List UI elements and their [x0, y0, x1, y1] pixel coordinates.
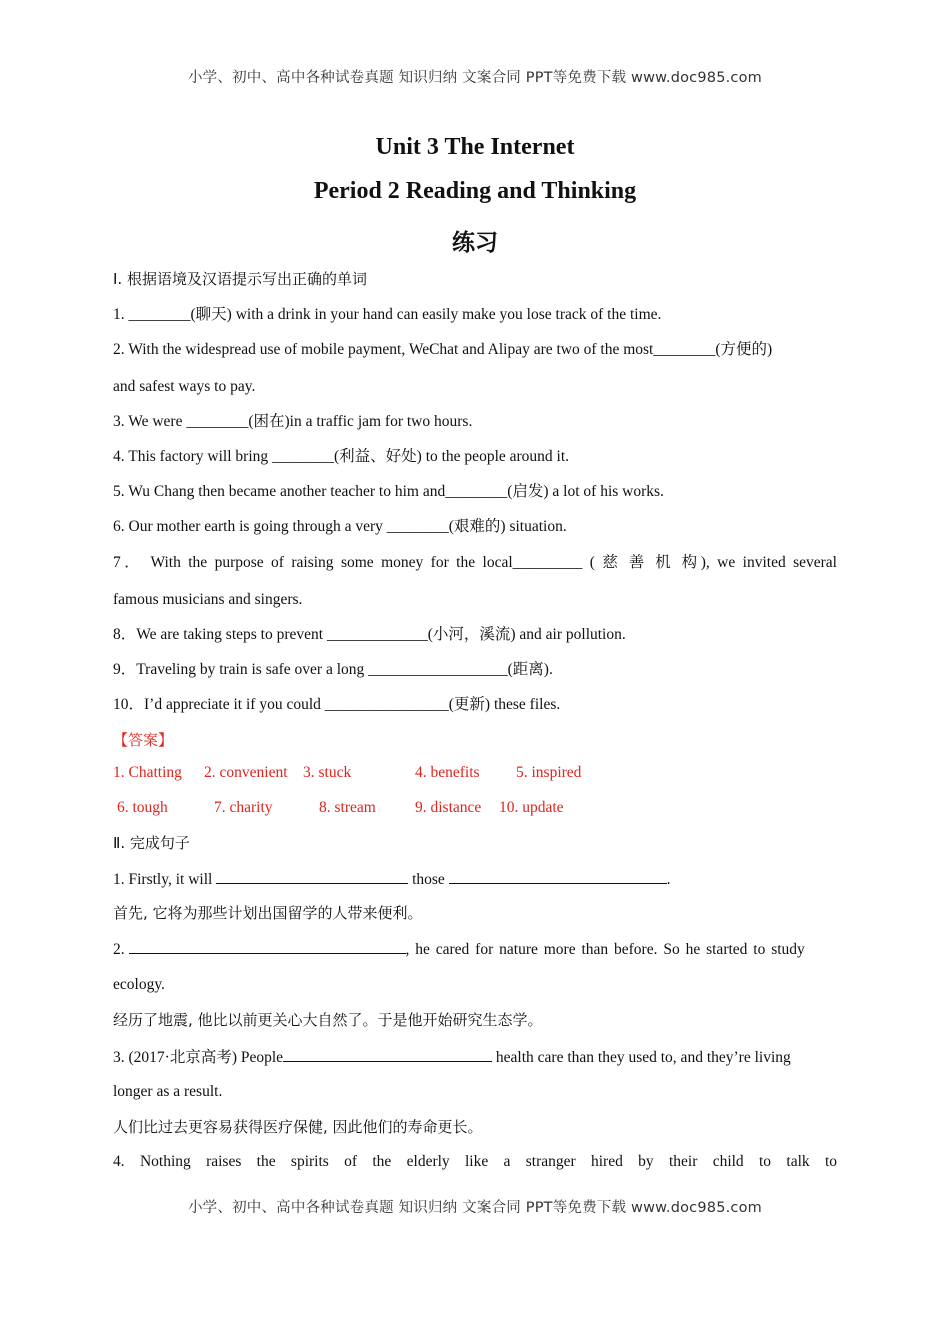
- question-2-line1: 2. With the widespread use of mobile payment, WeChat and Alipay are two of the most________(方便的): [113, 341, 773, 358]
- question-9: 9．Traveling by train is safe over a long __________________(距离).: [113, 661, 553, 678]
- page-header: 小学、初中、高中各种试卷真题 知识归纳 文案合同 PPT等免费下载 www.doc985.com: [187, 70, 763, 86]
- question-1: 1. ________(聊天) with a drink in your hand can easily make you lose track of the time.: [113, 306, 662, 323]
- sentence-1: [113, 868, 837, 890]
- question-7-line1: 7． With the purpose of raising some money for the local_________ ( 慈 善 机 构), we invited several: [113, 554, 837, 571]
- answer-3: 3. stuck: [303, 764, 352, 781]
- sentence-2-blank[interactable]: [129, 938, 406, 954]
- sentence-1-part-b: those: [412, 871, 445, 888]
- answer-10: 10. update: [499, 799, 564, 816]
- question-7-line2: famous musicians and singers.: [113, 591, 303, 608]
- page-footer: 小学、初中、高中各种试卷真题 知识归纳 文案合同 PPT等免费下载 www.doc985.com: [187, 1200, 763, 1216]
- question-8: 8．We are taking steps to prevent _____________(小河，溪流) and air pollution.: [113, 626, 626, 643]
- sentence-2-part-a: 2.: [113, 941, 125, 958]
- sentence-3-part-b: health care than they used to, and they’re living: [495, 1049, 791, 1066]
- question-6: 6. Our mother earth is going through a very ________(艰难的) situation.: [113, 518, 567, 535]
- sentence-4: 4. Nothing raises the spirits of the elderly like a stranger hired by their child to talk to: [113, 1153, 837, 1170]
- question-10: 10．I’d appreciate it if you could ________________(更新) these files.: [113, 696, 561, 713]
- period-title: Period 2 Reading and Thinking: [313, 178, 637, 204]
- sentence-1-part-c: .: [666, 871, 671, 888]
- sentence-1-blank-1[interactable]: [216, 868, 408, 884]
- sentence-3-line2: longer as a result.: [113, 1083, 223, 1100]
- answer-5: 5. inspired: [516, 764, 582, 781]
- answer-1: 1. Chatting: [113, 764, 182, 781]
- exercise-title: 练习: [452, 230, 498, 256]
- sentence-2-translation: 经历了地震, 他比以前更关心大自然了。于是他开始研究生态学。: [113, 1011, 543, 1029]
- sentence-3-part-a: 3. (2017·北京高考) People: [113, 1049, 284, 1066]
- answer-9: 9. distance: [415, 799, 482, 816]
- unit-title: Unit 3 The Internet: [375, 134, 575, 160]
- sentence-1-blank-2[interactable]: [449, 868, 667, 884]
- sentence-2-line2: ecology.: [113, 976, 165, 993]
- question-2-line2: and safest ways to pay.: [113, 378, 256, 395]
- question-4: 4. This factory will bring ________(利益、好处) to the people around it.: [113, 448, 570, 465]
- section1-heading: Ⅰ. 根据语境及汉语提示写出正确的单词: [113, 270, 367, 288]
- answer-label: 【答案】: [113, 731, 174, 749]
- sentence-2: [113, 938, 837, 960]
- sentence-3-blank[interactable]: [283, 1046, 492, 1062]
- sentence-2-part-b: , he cared for nature more than before. So he started to study: [405, 941, 805, 958]
- answer-4: 4. benefits: [415, 764, 480, 781]
- question-3: 3. We were ________(困在)in a traffic jam for two hours.: [113, 413, 473, 430]
- section2-heading: Ⅱ. 完成句子: [113, 834, 190, 852]
- answer-2: 2. convenient: [204, 764, 288, 781]
- answer-8: 8. stream: [319, 799, 376, 816]
- sentence-1-part-a: 1. Firstly, it will: [113, 871, 213, 888]
- answer-7: 7. charity: [214, 799, 273, 816]
- answer-6: 6. tough: [117, 799, 168, 816]
- sentence-1-translation: 首先, 它将为那些计划出国留学的人带来便利。: [113, 904, 423, 922]
- sentence-3-translation: 人们比过去更容易获得医疗保健, 因此他们的寿命更长。: [113, 1118, 483, 1136]
- question-5: 5. Wu Chang then became another teacher to him and________(启发) a lot of his works.: [113, 483, 664, 500]
- sentence-3: [113, 1046, 837, 1068]
